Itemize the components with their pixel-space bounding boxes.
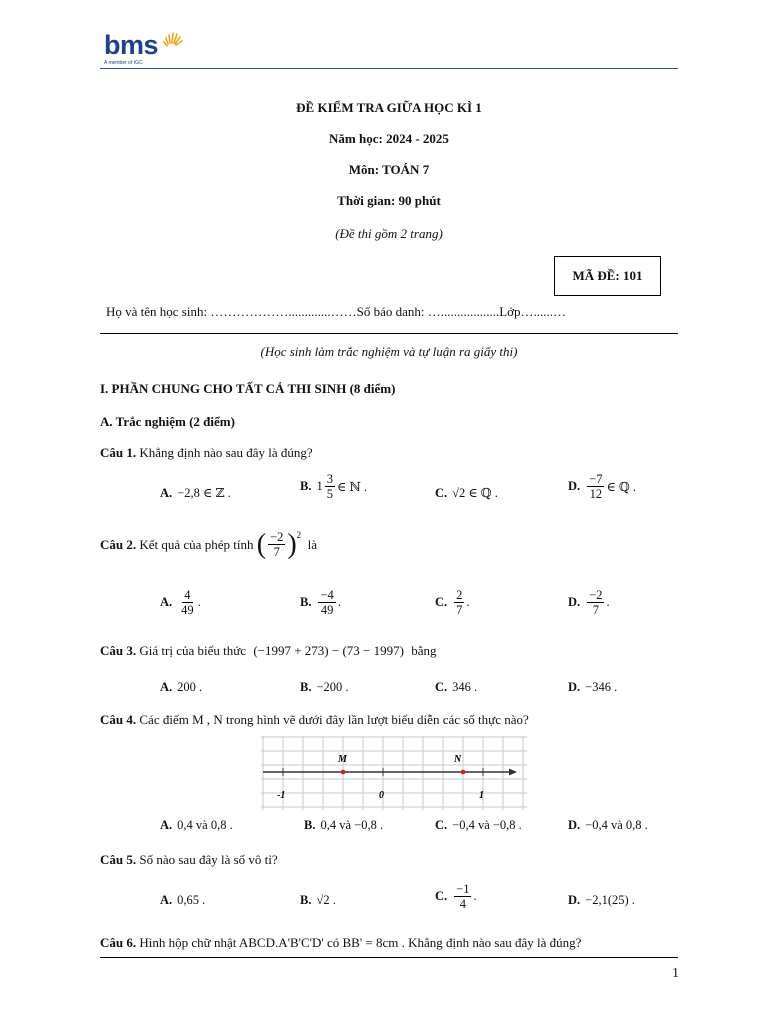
denominator: 12: [589, 487, 603, 501]
option-label: B.: [300, 893, 312, 907]
fraction: [587, 472, 604, 501]
option-c: [435, 588, 470, 617]
option-text: −0,4 và −0,8 .: [452, 818, 522, 832]
option-text: 200 .: [177, 680, 203, 694]
option-d: [568, 893, 635, 908]
denominator: 4: [459, 897, 466, 911]
pages-note: (Đề thi gồm 2 trang): [335, 226, 443, 241]
question-expression: (−1997 + 273) − (73 − 1997): [253, 643, 404, 658]
question-label: Câu 3.: [100, 643, 137, 658]
question-1: [100, 445, 313, 461]
option-label: A.: [160, 680, 173, 694]
option-label: D.: [568, 893, 581, 907]
option-b: [300, 893, 336, 908]
option-b: [300, 680, 349, 695]
option-b: [304, 818, 383, 833]
fraction: [325, 472, 335, 501]
question-6: [100, 935, 581, 951]
numerator: 3: [326, 472, 333, 486]
option-label: C.: [435, 680, 448, 694]
option-suffix: .: [606, 595, 610, 609]
divider: [100, 333, 678, 334]
option-label: C.: [435, 889, 448, 903]
fraction: [587, 588, 604, 617]
label-n: N: [454, 754, 462, 765]
option-label: C.: [435, 485, 448, 500]
point-n: [461, 770, 466, 775]
fraction: [454, 588, 464, 617]
option-suffix: .: [197, 595, 201, 609]
footer-divider: [100, 957, 678, 958]
question-5: [100, 852, 278, 868]
paren-open: (: [256, 528, 267, 560]
option-c: [435, 485, 498, 501]
denominator: 49: [320, 603, 334, 617]
numerator: 2: [456, 588, 463, 602]
option-suffix: .: [337, 595, 341, 609]
option-label: B.: [300, 479, 312, 493]
duration: Thời gian: 90 phút: [337, 193, 441, 208]
axis-arrow: [509, 769, 517, 776]
option-a: [160, 485, 231, 501]
question-label: Câu 5.: [100, 852, 137, 867]
option-text: −2,1(25) .: [585, 893, 635, 907]
option-label: D.: [568, 479, 581, 493]
school-year: Năm học: 2024 - 2025: [329, 131, 449, 146]
option-d: [568, 680, 617, 695]
option-label: A.: [160, 818, 173, 832]
exponent: 2: [296, 530, 302, 540]
option-label: A.: [160, 595, 173, 609]
label-m: M: [338, 754, 347, 765]
section-heading-1: I. PHẦN CHUNG CHO TẤT CẢ THI SINH (8 điểm): [100, 381, 396, 396]
instruction: (Học sinh làm trắc nghiệm và tự luận ra giấy thi): [260, 344, 518, 359]
fraction: [268, 530, 285, 559]
fraction: [179, 588, 196, 617]
denominator: 5: [326, 487, 333, 501]
numerator: −4: [320, 588, 334, 602]
option-text: 0,65 .: [177, 893, 206, 907]
option-label: D.: [568, 595, 581, 609]
question-text: Số nào sau đây là số vô tỉ?: [139, 852, 278, 867]
label-neg1: -1: [277, 790, 286, 801]
sun-icon: [163, 30, 183, 50]
exam-code: MÃ ĐỀ: 101: [572, 268, 643, 283]
point-m: [341, 770, 346, 775]
label-0: 0: [379, 790, 384, 801]
option-b: [300, 588, 341, 617]
student-info-line: Họ và tên học sinh: ……………….............……Số báo danh: …..................Lớp…......…: [106, 304, 567, 319]
option-label: A.: [160, 485, 173, 500]
option-suffix: ∈ ℚ .: [606, 479, 636, 494]
fraction: [318, 588, 335, 617]
question-text: Kết quả của phép tính: [139, 536, 254, 552]
option-text: −346 .: [585, 680, 618, 694]
fraction: [454, 882, 471, 911]
bms-logo: [104, 30, 184, 70]
question-text: Hình hộp chữ nhật ABCD.A'B'C'D' có BB' = 8cm . Khẳng định nào sau đây là đúng?: [139, 935, 582, 950]
option-a: [160, 893, 205, 908]
option-d: [568, 818, 648, 833]
option-label: A.: [160, 893, 173, 907]
option-text: 0,4 và 0,8 .: [177, 818, 233, 832]
option-label: B.: [300, 595, 312, 609]
section-heading-a: A. Trắc nghiệm (2 điểm): [100, 414, 235, 429]
option-suffix: ∈ ℕ .: [336, 479, 368, 494]
question-label: Câu 6.: [100, 935, 137, 950]
question-4: [100, 712, 529, 728]
logo-wordmark: bms: [104, 30, 159, 60]
mixed-whole: 1: [316, 479, 323, 493]
denominator: 7: [273, 545, 280, 559]
question-text: Giá trị của biểu thức: [139, 643, 247, 658]
question-tail: là: [307, 536, 318, 552]
option-label: C.: [435, 818, 448, 832]
option-d: [568, 472, 636, 501]
question-text: Các điểm M , N trong hình vẽ dưới đây lần lượt biểu diễn các số thực nào?: [139, 712, 529, 727]
denominator: 7: [592, 603, 599, 617]
option-label: C.: [435, 595, 448, 609]
page-number: 1: [672, 966, 679, 981]
option-text: 0,4 và −0,8 .: [320, 818, 384, 832]
option-label: D.: [568, 818, 581, 832]
label-1: 1: [479, 790, 484, 801]
option-label: D.: [568, 680, 581, 694]
option-c: [435, 680, 477, 695]
denominator: 7: [456, 603, 463, 617]
question-text: Khẳng định nào sau đây là đúng?: [139, 445, 313, 460]
option-suffix: .: [473, 889, 477, 903]
header-divider: [100, 68, 678, 69]
numerator: −1: [456, 882, 470, 896]
grid-lines: [261, 736, 527, 810]
option-text: −200 .: [316, 680, 349, 694]
option-a: [160, 818, 233, 833]
numerator: 4: [184, 588, 191, 602]
exam-code-box: [554, 256, 661, 296]
logo-tagline: A member of IGC: [104, 60, 143, 66]
option-c: [435, 882, 477, 911]
option-a: [160, 680, 202, 695]
option-c: [435, 818, 522, 833]
number-line-figure: [261, 736, 527, 810]
option-text: −0,4 và 0,8 .: [585, 818, 648, 832]
numerator: −2: [589, 588, 603, 602]
subject: Môn: TOÁN 7: [348, 162, 430, 177]
question-label: Câu 1.: [100, 445, 137, 460]
numerator: −7: [589, 472, 603, 486]
denominator: 49: [181, 603, 194, 617]
numerator: −2: [270, 530, 284, 544]
option-label: B.: [300, 680, 312, 694]
exam-title: ĐỀ KIỂM TRA GIỮA HỌC KÌ 1: [296, 100, 482, 115]
option-text: 346 .: [452, 680, 478, 694]
paren-close: ): [287, 528, 297, 560]
option-label: B.: [304, 818, 316, 832]
question-tail: bằng: [411, 643, 437, 658]
option-d: [568, 588, 610, 617]
option-a: [160, 588, 201, 617]
option-text: √2 .: [316, 893, 336, 907]
option-text: √2 ∈ ℚ .: [452, 486, 498, 500]
option-text: −2,8 ∈ ℤ .: [177, 486, 231, 500]
question-label: Câu 2.: [100, 536, 137, 552]
option-b: [300, 472, 367, 501]
question-3: [100, 643, 437, 659]
option-suffix: .: [466, 595, 470, 609]
question-2: [100, 530, 317, 559]
question-label: Câu 4.: [100, 712, 137, 727]
